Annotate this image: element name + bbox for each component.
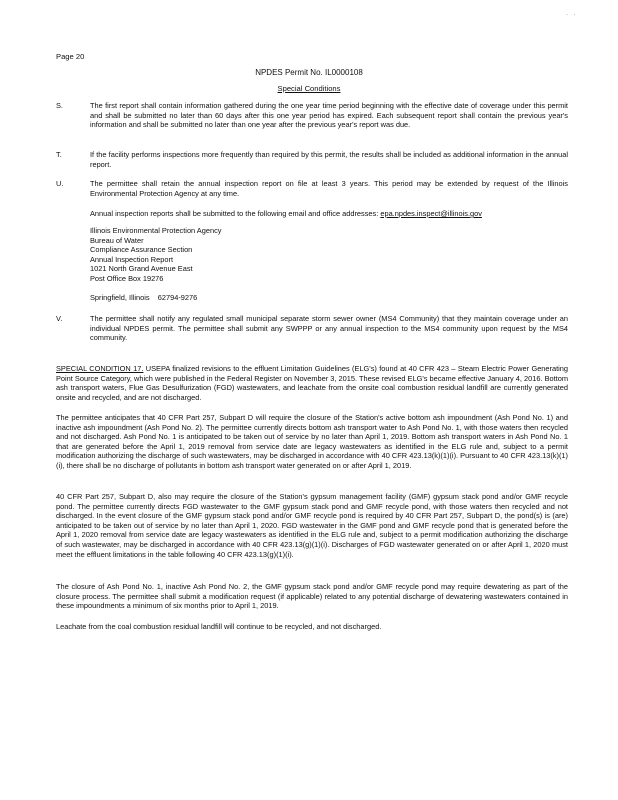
leachate-paragraph: Leachate from the coal combustion residual landfill will continue to be recycled, and not discharged. bbox=[56, 622, 382, 631]
corner-mark: · · bbox=[566, 12, 578, 18]
item-u-text: The permittee shall retain the annual inspection report on file at least 3 years. This period may be extended by request of the Illinois Environmental Protection Agency at any time. bbox=[90, 179, 568, 198]
mailing-address bbox=[90, 226, 221, 284]
submit-email-link[interactable]: epa.npdes.inspect@illinois.gov bbox=[380, 209, 482, 218]
submit-line bbox=[90, 209, 568, 219]
item-t-label: T. bbox=[56, 150, 62, 159]
address-line: 1021 North Grand Avenue East bbox=[90, 264, 193, 274]
address-line: Compliance Assurance Section bbox=[90, 245, 193, 255]
address-line: Illinois Environmental Protection Agency bbox=[90, 226, 222, 235]
permit-title: NPDES Permit No. IL0000108 bbox=[255, 68, 363, 77]
sc17-text: USEPA finalized revisions to the effluent Limitation Guidelines (ELG's) found at 40 CFR 423 – Steam Electric Power Generating Point Source Category, which were published in the Federal Register on November 3, 2015. These revised ELG's became effective January 4, 2016. Bottom ash transport waters, Flue Gas Desulfurization (FGD) wastewaters, and leachate from the onsite coal combustion residual landfill are currently generated onsite and recycled, and are not discharged. bbox=[56, 364, 569, 402]
item-u-label: U. bbox=[56, 179, 64, 188]
gmf-paragraph: 40 CFR Part 257, Subpart D, also may require the closure of the Station's gypsum management facility (GMF) gypsum stack pond and/or GMF recycle pond. The permittee currently directs FGD wastewater to the GMF gypsum stack pond and GMF recycle pond, with those waters then recycled and not discharged. In the event closure of the GMF gypsum stack pond and/or GMF recycle pond is required by 40 CFR Part 257, Subpart D, the pond(s) is (are) anticipated to be taken out of service by no later than April 1, 2020. FGD wastewater in the GMF pond and GMF recycle pond that is generated before the April 1, 2020 removal from service date are legacy wastewaters as identified in the ELG rule and, subject to a permit modification authorizing the discharge of such wastewater, may be discharged in accordance with 40 CFR 423.13(g)(1)(i). Discharges of FGD wastewater generated on or after April 1, 2020 must meet the effluent limitations in the table following 40 CFR 423.13(g)(1)(i). bbox=[56, 492, 568, 559]
address-line: Post Office Box 19276 bbox=[90, 273, 164, 283]
item-t-text: If the facility performs inspections more frequently than required by this permit, the results shall be included as additional information in the annual report. bbox=[90, 150, 568, 169]
address-city: Springfield, Illinois 62794-9276 bbox=[90, 293, 198, 302]
item-v-text: The permittee shall notify any regulated small municipal separate storm sewer owner (MS4 Community) that they maintain coverage under an individual NPDES permit. The permittee shall submit any SWPPP or any annual inspection to the MS4 community upon request by the MS4 community. bbox=[90, 314, 568, 343]
address-line: Annual Inspection Report bbox=[90, 254, 173, 264]
section-title: Special Conditions bbox=[277, 84, 341, 93]
item-s-text: The first report shall contain information gathered during the one year time period beginning with the effective date of coverage under this permit and shall be submitted no later than 60 days after this one year period has expired. Each subsequent report shall contain the previous year's information and shall be submitted no later than one year after the previous year's report was due. bbox=[90, 101, 568, 130]
submit-line-text: Annual inspection reports shall be submitted to the following email and office addresses: bbox=[90, 209, 379, 218]
sc17-label: SPECIAL CONDITION 17. bbox=[56, 364, 144, 373]
special-condition-17 bbox=[56, 364, 568, 402]
item-v-label: V. bbox=[56, 314, 63, 323]
ash-pond-paragraph: The permittee anticipates that 40 CFR Part 257, Subpart D will require the closure of the Station's active bottom ash impoundment (Ash Pond No. 1) and inactive ash impoundment (Ash Pond No. 2). The permittee currently directs bottom ash transport water to Ash Pond No. 1, with those waters then recycled and not discharged. Ash Pond No. 1 is anticipated to be taken out of service by no later than April 1, 2019. Bottom ash transport waters in Ash Pond No. 1 that are generated before the April 1, 2019 removal from service date are legacy wastewaters as identified in the ELG rule and, subject to a permit modification authorizing the discharge of such wastewaters, may be discharged in accordance with 40 CFR 423.13(k)(1)(i). Pursuant to 40 CFR 423.13(k)(1)(i), there shall be no discharge of pollutants in bottom ash transport water generated on or after April 1, 2019. bbox=[56, 413, 568, 470]
address-line: Bureau of Water bbox=[90, 235, 144, 245]
closure-paragraph: The closure of Ash Pond No. 1, inactive Ash Pond No. 2, the GMF gypsum stack pond and/or GMF recycle pond may require dewatering as part of the closure process. The permittee shall submit a modification request (if applicable) related to any potential discharge of dewatering wastewaters contained in these impoundments a minimum of six months prior to April 1, 2019. bbox=[56, 582, 568, 611]
item-s-label: S. bbox=[56, 101, 63, 110]
page-label: Page 20 bbox=[56, 52, 85, 61]
